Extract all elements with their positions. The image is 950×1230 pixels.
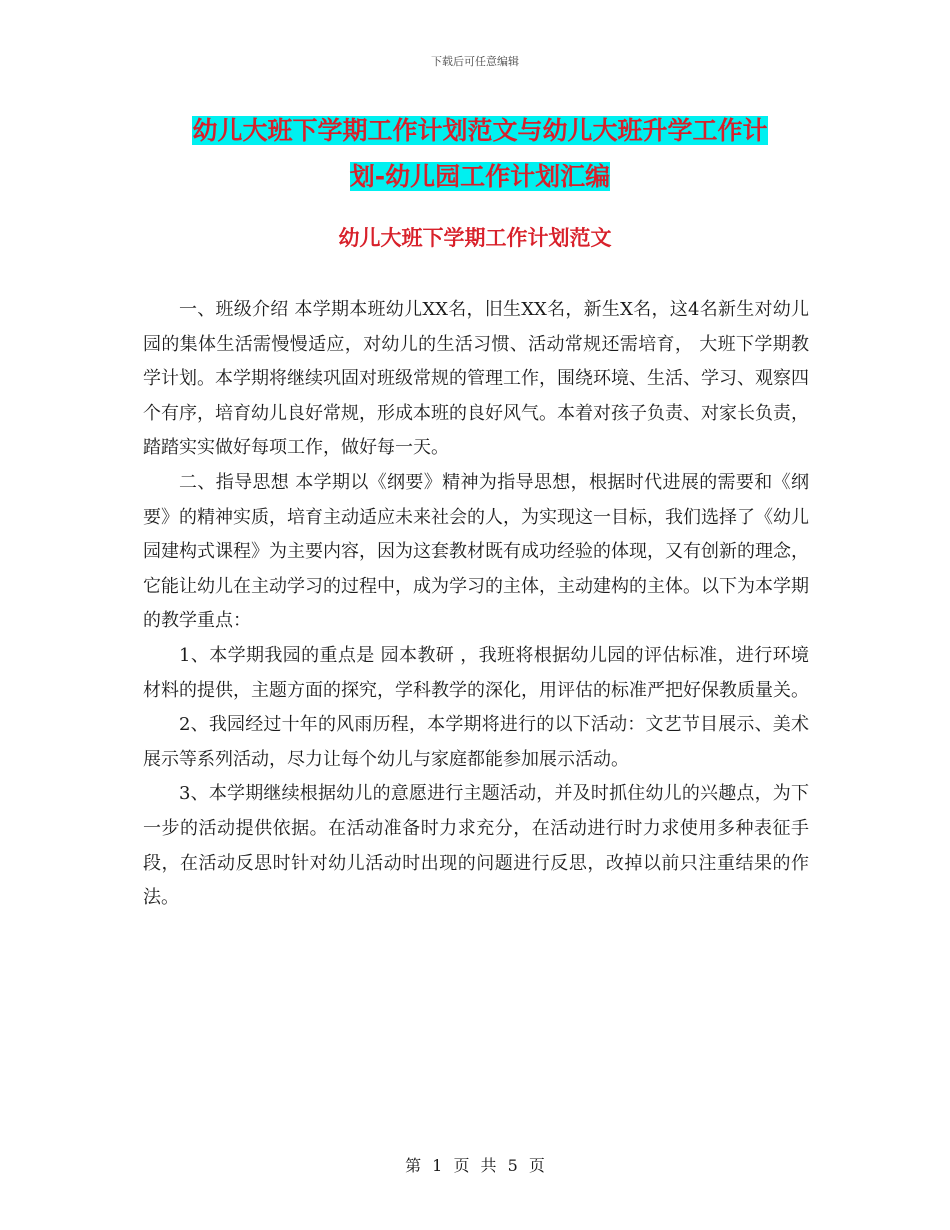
paragraph-item-1: 1、本学期我园的重点是 园本教研 ，我班将根据幼儿园的评估标准，进行环境材料的提供，主题方面的探究，学科教学的深化，用评估的标准严把好保教质量关。 <box>143 644 809 701</box>
header-note: 下载后可任意编辑 <box>431 55 519 68</box>
document-title-line-2: 划-幼儿园工作计划汇编 <box>349 162 611 191</box>
document-title <box>120 108 840 200</box>
section-title: 幼儿大班下学期工作计划范文 <box>338 226 612 250</box>
paragraph-item-3: 3、本学期继续根据幼儿的意愿进行主题活动，并及时抓住幼儿的兴趣点，为下一步的活动提供依据。在活动准备时力求充分，在活动进行时力求使用多种表征手段，在活动反思时针对幼儿活动时出现的问题进行反思，改掉以前只注重结果的作法。 <box>143 783 809 909</box>
document-body <box>143 293 809 916</box>
page-number-footer: 第 1 页 共 5 页 <box>405 1156 545 1175</box>
paragraph-class-intro: 一、班级介绍 本学期本班幼儿XX名，旧生XX名，新生X名，这4名新生对幼儿园的集体生活需慢慢适应，对幼儿的生活习惯、活动常规还需培育， 大班下学期教学计划。本学期将继续巩固对班级常规的管理工作，围绕环境、生活、学习、观察四个有序，培育幼儿良好常规，形成本班的良好风气。本着对孩子负责、对家长负责，踏踏实实做好每项工作，做好每一天。 <box>143 299 809 459</box>
paragraph-item-2: 2、我园经过十年的风雨历程，本学期将进行的以下活动：文艺节目展示、美术展示等系列活动，尽力让每个幼儿与家庭都能参加展示活动。 <box>143 714 809 770</box>
paragraph-guiding-ideas: 二、指导思想 本学期以《纲要》精神为指导思想，根据时代进展的需要和《纲要》的精神实质，培育主动适应未来社会的人，为实现这一目标，我们选择了《幼儿园建构式课程》为主要内容，因为这套教材既有成功经验的体现，又有创新的理念，它能让幼儿在主动学习的过程中，成为学习的主体，主动建构的主体。以下为本学期的教学重点： <box>143 471 809 632</box>
document-title-line-1: 幼儿大班下学期工作计划范文与幼儿大班升学工作计 <box>192 116 768 145</box>
